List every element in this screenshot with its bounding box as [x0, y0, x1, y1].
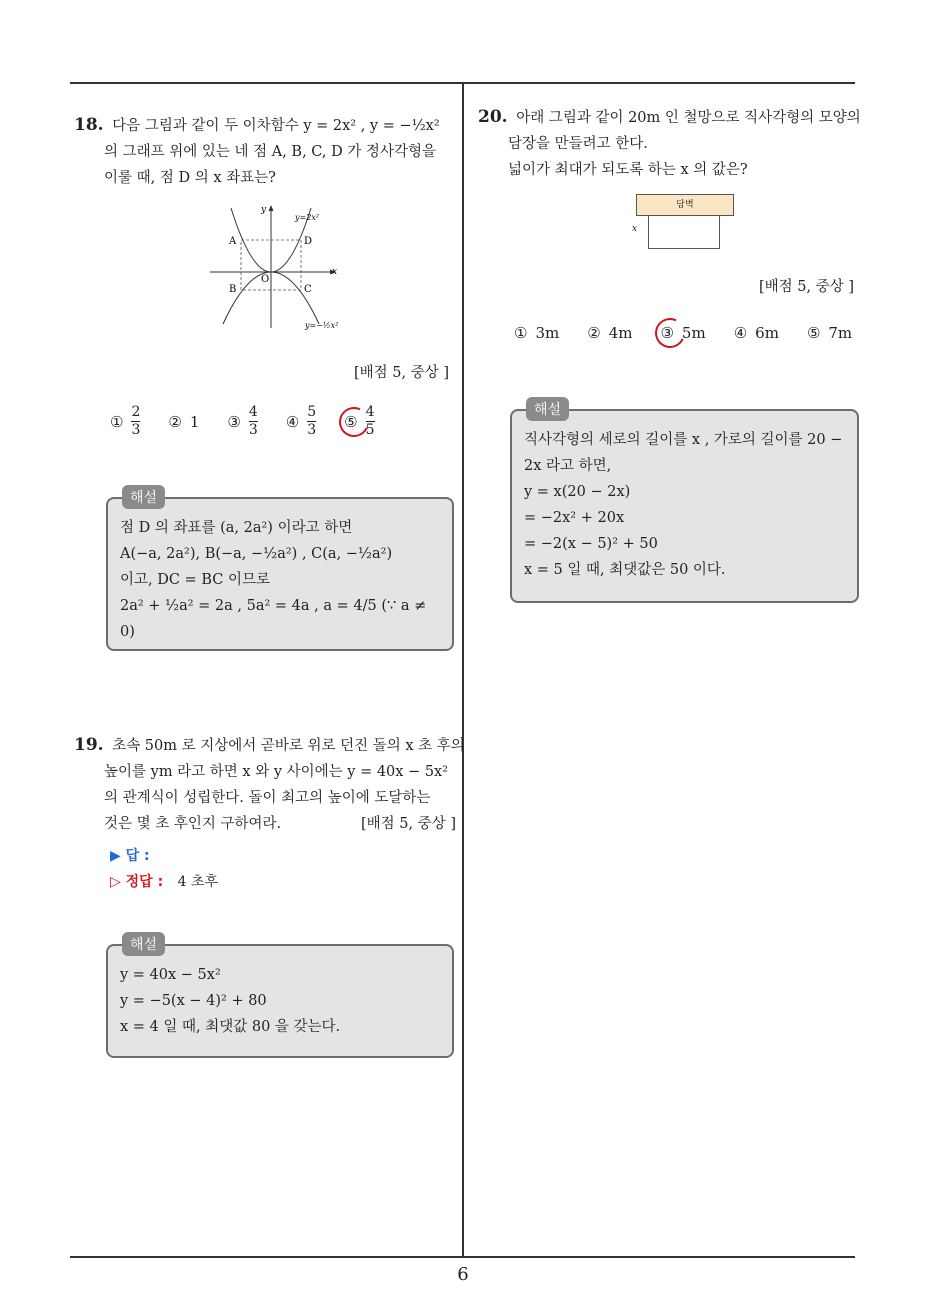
score-label: [배점 5, 중상 ]	[758, 279, 854, 295]
page-number: 6	[457, 1264, 469, 1285]
choice-number: ⑤	[344, 412, 358, 431]
solution-box-18	[106, 490, 454, 651]
point-c-label: C	[304, 284, 312, 295]
solution-line: 2a² + ½a² = 2a , 5a² = 4a , a = 4/5 (∵ a ≠ 0)	[120, 598, 427, 640]
choice-number: ③	[227, 412, 241, 431]
q20-choices	[514, 324, 880, 342]
wall-box	[636, 194, 734, 216]
wall-label: 담벽	[676, 200, 694, 210]
solution-line: y = 40x − 5x²	[120, 967, 221, 983]
question-text-line: 것은 몇 초 후인지 구하여라.	[104, 816, 282, 832]
solution-line: x = 4 일 때, 최댓값 80 을 갖는다.	[120, 1019, 341, 1035]
choice-value: 5m	[681, 324, 706, 342]
question-text-line: 이룰 때, 점 D 의 x 좌표는?	[104, 170, 276, 186]
question-number: 19.	[74, 735, 104, 755]
question-20	[478, 104, 861, 183]
choice-3[interactable]	[227, 404, 257, 439]
fraction: $\frac{4}{3}$	[248, 404, 258, 438]
question-number: 20.	[478, 107, 508, 127]
answer-label: ▶ 답 :	[110, 848, 150, 864]
choice-number: ③	[660, 324, 674, 342]
solution-line: x = 5 일 때, 최댓값은 50 이다.	[524, 562, 726, 578]
fraction: $\frac{2}{3}$	[131, 404, 141, 438]
choice-number: ①	[514, 324, 528, 342]
choice-value: 1	[189, 412, 200, 431]
choice-1[interactable]	[514, 324, 559, 342]
solution-line: 2x 라고 하면,	[524, 458, 612, 474]
choice-5[interactable]	[807, 324, 852, 342]
choice-2[interactable]	[587, 324, 632, 342]
choice-2[interactable]	[168, 413, 199, 431]
solution-tab: 해설	[526, 397, 569, 421]
solution-tab: 해설	[122, 932, 165, 956]
choice-value: 4m	[608, 324, 633, 342]
solution-box-19	[106, 937, 454, 1058]
fraction: $\frac{5}{3}$	[307, 404, 317, 438]
question-text-line: 높이를 ym 라고 하면 x 와 y 사이에는 y = 40x − 5x²	[104, 764, 449, 780]
question-text-line: 의 관계식이 성립한다. 돌이 최고의 높이에 도달하는	[104, 790, 431, 806]
solution-line: A(−a, 2a²), B(−a, −½a²) , C(a, −½a²)	[120, 546, 393, 562]
choice-number: ②	[168, 412, 182, 431]
question-number: 18.	[74, 115, 104, 135]
question-text-line: 다음 그림과 같이 두 이차함수 y = 2x² , y = −½x²	[112, 118, 440, 134]
correct-answer-label: ▷ 정답 :	[110, 874, 164, 890]
choice-3[interactable]	[660, 324, 705, 342]
solution-line: 직사각형의 세로의 길이를 x , 가로의 길이를 20 −	[524, 432, 843, 448]
solution-line: = −2(x − 5)² + 50	[524, 536, 658, 552]
solution-line: 점 D 의 좌표를 (a, 2a²) 이라고 하면	[120, 520, 353, 536]
fence-figure	[628, 194, 738, 254]
choice-value: 7m	[828, 324, 853, 342]
choice-4[interactable]	[734, 324, 779, 342]
fence-rectangle	[648, 215, 720, 249]
question-text-line: 초속 50m 로 지상에서 곧바로 위로 던진 돌의 x 초 후의	[112, 738, 465, 754]
question-text-line: 넓이가 최대가 되도록 하는 x 의 값은?	[508, 162, 748, 178]
question-text-line: 아래 그림과 같이 20m 인 철망으로 직사각형의 모양의	[516, 110, 861, 126]
solution-line: 이고, DC = BC 이므로	[120, 572, 270, 588]
column-divider	[462, 82, 464, 1258]
choice-value: 3m	[535, 324, 560, 342]
fraction: $\frac{4}{5}$	[365, 404, 375, 438]
question-text-line: 의 그래프 위에 있는 네 점 A, B, C, D 가 정사각형을	[104, 144, 436, 160]
point-d-label: D	[304, 236, 313, 247]
choice-number: ①	[110, 412, 124, 431]
score-label: [배점 5, 중상 ]	[353, 365, 449, 381]
origin-label: O	[261, 274, 270, 285]
choice-value: 6m	[755, 324, 779, 342]
solution-line: y = x(20 − 2x)	[524, 484, 631, 500]
y-axis-label: y	[261, 205, 267, 215]
solution-line: y = −5(x − 4)² + 80	[120, 993, 267, 1009]
choice-4[interactable]	[286, 404, 316, 439]
choice-number: ④	[733, 324, 748, 342]
score-label: [배점 5, 중상 ]	[360, 816, 456, 832]
correct-answer-value: 4 초후	[177, 874, 219, 890]
question-18	[74, 112, 454, 191]
parabola-graph	[205, 200, 355, 330]
question-text-line: 담장을 만들려고 한다.	[508, 136, 648, 152]
curve-label-lower: y=−½x²	[305, 321, 339, 330]
q18-choices	[110, 404, 403, 439]
choice-number: ⑤	[806, 324, 821, 342]
choice-5[interactable]	[344, 404, 374, 439]
point-a-label: A	[229, 236, 237, 247]
solution-box-20	[510, 402, 859, 603]
x-axis-label: x	[332, 267, 338, 277]
bottom-rule	[70, 1256, 855, 1258]
curve-label-upper: y=2x²	[295, 213, 320, 222]
choice-1[interactable]	[110, 404, 140, 439]
question-19	[74, 732, 465, 895]
solution-tab: 해설	[122, 485, 165, 509]
solution-line: = −2x² + 20x	[524, 510, 625, 526]
selected-circle-mark	[651, 314, 689, 352]
x-dimension-label: x	[632, 224, 638, 234]
point-b-label: B	[229, 284, 237, 295]
choice-number: ④	[285, 412, 300, 431]
choice-number: ②	[587, 324, 601, 342]
